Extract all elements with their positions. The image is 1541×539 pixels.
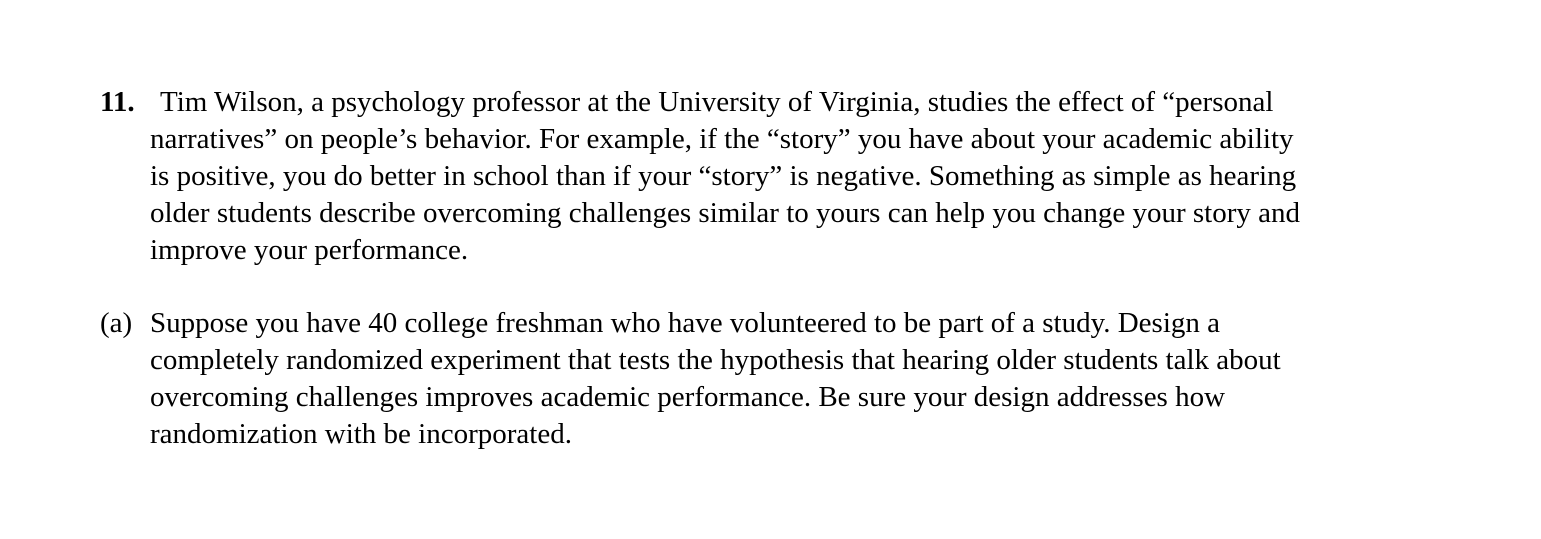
question-text-line: is positive, you do better in school than if your “story” is negative. Something as simple as hearing bbox=[150, 160, 1297, 192]
part-a-line bbox=[100, 342, 1440, 379]
part-a-line bbox=[100, 305, 1440, 342]
question-text-line: narratives” on people’s behavior. For example, if the “story” you have about your academic ability bbox=[150, 123, 1294, 155]
question-line bbox=[100, 195, 1440, 232]
question-text-line: older students describe overcoming challenges similar to yours can help you change your story and bbox=[150, 197, 1301, 229]
question-line bbox=[100, 84, 1440, 121]
part-a-text-line: overcoming challenges improves academic performance. Be sure your design addresses how bbox=[150, 381, 1226, 413]
part-a-text-line: Suppose you have 40 college freshman who have volunteered to be part of a study. Design a bbox=[150, 307, 1221, 339]
part-a-text-line: randomization with be incorporated. bbox=[150, 418, 572, 450]
part-a-label: (a) bbox=[100, 307, 133, 339]
question-line bbox=[100, 158, 1440, 195]
part-a-text-line: completely randomized experiment that tests the hypothesis that hearing older students talk about bbox=[150, 344, 1281, 376]
question-number: 11. bbox=[100, 86, 135, 118]
part-a-line bbox=[100, 379, 1440, 416]
question-text-line: improve your performance. bbox=[150, 234, 469, 266]
part-a bbox=[100, 305, 1440, 453]
part-a-line bbox=[100, 416, 1440, 453]
question-11 bbox=[100, 84, 1440, 269]
question-text-line: Tim Wilson, a psychology professor at the University of Virginia, studies the effect of “personal bbox=[160, 86, 1274, 118]
question-line bbox=[100, 232, 1440, 269]
question-line bbox=[100, 121, 1440, 158]
